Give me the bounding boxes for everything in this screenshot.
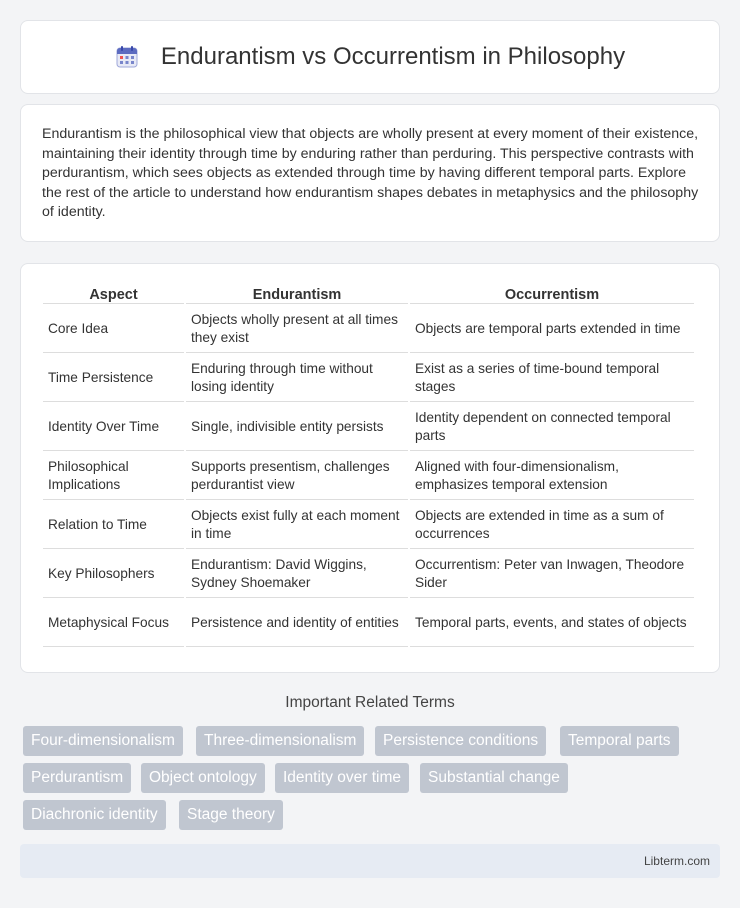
table-header-row bbox=[43, 284, 694, 304]
footer bbox=[20, 844, 720, 878]
comparison-card bbox=[20, 263, 720, 673]
related-terms-title: Important Related Terms bbox=[285, 694, 455, 711]
related-term-tag[interactable]: Identity over time bbox=[275, 763, 409, 793]
table-row bbox=[43, 355, 694, 402]
table-cell-endur: Single, indivisible entity persists bbox=[186, 404, 408, 451]
intro-text: Endurantism is the philosophical view that objects are wholly present at every moment of their existence, maintaining their identity through time by enduring rather than perduring. This perspective contrasts with perdurantism, which sees objects as extended through time by having different temporal parts. Explore the rest of the article to understand how endurantism shapes debates in metaphysics and the philosophy of identity. bbox=[42, 126, 699, 220]
related-term-tag[interactable]: Perdurantism bbox=[23, 763, 131, 793]
table-cell-endur: Persistence and identity of entities bbox=[186, 600, 408, 647]
column-header: Occurrentism bbox=[410, 284, 694, 304]
table-cell-endur: Enduring through time without losing identity bbox=[186, 355, 408, 402]
table-cell-endur: Supports presentism, challenges perdurantist view bbox=[186, 453, 408, 500]
related-term-tag[interactable]: Persistence conditions bbox=[375, 726, 546, 756]
table-row bbox=[43, 306, 694, 353]
related-term-tag[interactable]: Temporal parts bbox=[560, 726, 679, 756]
page-header bbox=[20, 20, 720, 94]
table-row bbox=[43, 404, 694, 451]
table-cell-aspect: Philosophical Implications bbox=[43, 453, 184, 500]
footer-brand[interactable]: Libterm.com bbox=[643, 854, 710, 868]
table-cell-occur: Temporal parts, events, and states of objects bbox=[410, 600, 694, 647]
table-cell-occur: Objects are extended in time as a sum of occurrences bbox=[410, 502, 694, 549]
comparison-table bbox=[41, 282, 696, 649]
table-cell-aspect: Time Persistence bbox=[43, 355, 184, 402]
page-title: Endurantism vs Occurrentism in Philosophy bbox=[160, 43, 626, 70]
table-cell-endur: Objects exist fully at each moment in time bbox=[186, 502, 408, 549]
table-cell-aspect: Metaphysical Focus bbox=[43, 600, 184, 647]
table-cell-occur: Objects are temporal parts extended in time bbox=[410, 306, 694, 353]
related-term-tag[interactable]: Substantial change bbox=[420, 763, 568, 793]
column-header: Endurantism bbox=[186, 284, 408, 304]
related-term-tag[interactable]: Three-dimensionalism bbox=[196, 726, 364, 756]
calendar-icon bbox=[115, 45, 139, 69]
column-header: Aspect bbox=[43, 284, 184, 304]
table-row bbox=[43, 551, 694, 598]
table-cell-aspect: Relation to Time bbox=[43, 502, 184, 549]
related-term-tag[interactable]: Diachronic identity bbox=[23, 800, 166, 830]
table-cell-occur: Occurrentism: Peter van Inwagen, Theodore Sider bbox=[410, 551, 694, 598]
table-cell-aspect: Identity Over Time bbox=[43, 404, 184, 451]
table-cell-aspect: Core Idea bbox=[43, 306, 184, 353]
table-cell-aspect: Key Philosophers bbox=[43, 551, 184, 598]
table-cell-endur: Endurantism: David Wiggins, Sydney Shoemaker bbox=[186, 551, 408, 598]
table-row bbox=[43, 600, 694, 647]
related-term-tag[interactable]: Four-dimensionalism bbox=[23, 726, 183, 756]
intro-card bbox=[20, 104, 720, 242]
table-cell-occur: Aligned with four-dimensionalism, emphasizes temporal extension bbox=[410, 453, 694, 500]
table-cell-occur: Identity dependent on connected temporal parts bbox=[410, 404, 694, 451]
table-row bbox=[43, 502, 694, 549]
related-term-tag[interactable]: Stage theory bbox=[179, 800, 283, 830]
table-cell-endur: Objects wholly present at all times they exist bbox=[186, 306, 408, 353]
table-row bbox=[43, 453, 694, 500]
related-term-tag[interactable]: Object ontology bbox=[141, 763, 265, 793]
table-cell-occur: Exist as a series of time-bound temporal stages bbox=[410, 355, 694, 402]
